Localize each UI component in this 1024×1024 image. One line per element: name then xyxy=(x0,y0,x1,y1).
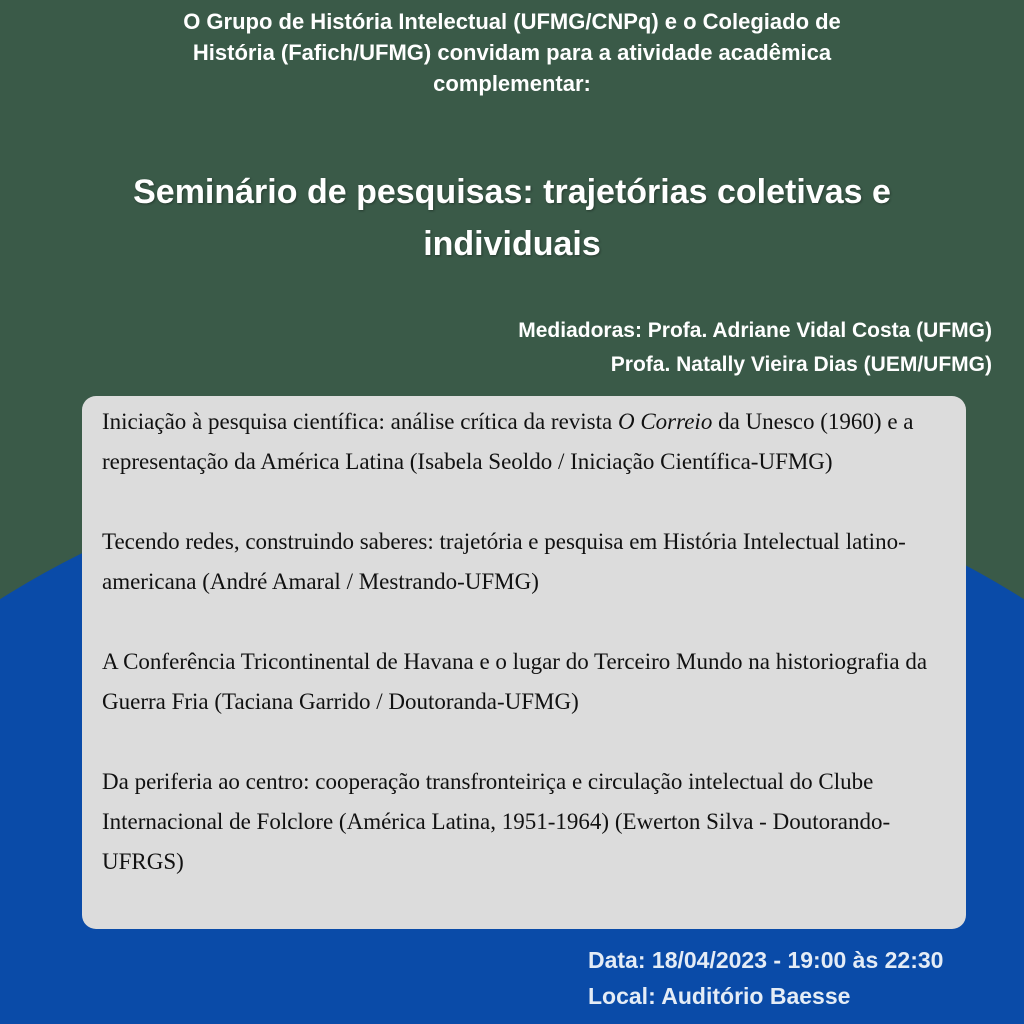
invitation-text xyxy=(40,6,984,99)
talk-text: A Conferência Tricontinental de Havana e o lugar do Terceiro Mundo na historiografia da Guerra Fria (Taciana Garrido / Doutoranda-UFMG) xyxy=(102,649,928,714)
talk-item xyxy=(102,762,946,882)
talk-item xyxy=(102,522,946,602)
talk-text: da Unesco (1960) e a representação da América Latina (Isabela Seoldo / Iniciação Científica-UFMG) xyxy=(102,409,914,474)
talk-text: Tecendo redes, construindo saberes: trajetória e pesquisa em História Intelectual latino-americana (André Amaral / Mestrando-UFMG) xyxy=(102,529,906,594)
event-details xyxy=(588,942,943,1014)
mediator-line: Profa. Natally Vieira Dias (UEM/UFMG) xyxy=(610,353,992,376)
invitation-line: História (Fafich/UFMG) convidam para a atividade acadêmica xyxy=(192,40,832,65)
event-date: Data: 18/04/2023 - 19:00 às 22:30 xyxy=(588,947,944,973)
event-title xyxy=(20,166,1004,270)
talk-item xyxy=(102,402,946,482)
mediator-line: Mediadoras: Profa. Adriane Vidal Costa (UFMG) xyxy=(518,319,992,342)
event-location: Local: Auditório Baesse xyxy=(588,983,851,1009)
talk-text: Da periferia ao centro: cooperação transfronteiriça e circulação intelectual do Clube Internacional de Folclore (América Latina, 1951-1964) (Ewerton Silva - Doutorando-UFRGS) xyxy=(102,769,891,874)
invitation-line: complementar: xyxy=(433,71,591,96)
talk-text: Iniciação à pesquisa científica: análise crítica da revista xyxy=(102,409,618,434)
invitation-line: O Grupo de História Intelectual (UFMG/CNPq) e o Colegiado de xyxy=(183,9,841,34)
title-line: individuais xyxy=(423,225,601,263)
talk-italic-text: O Correio xyxy=(617,409,713,434)
title-line: Seminário de pesquisas: trajetórias coletivas e xyxy=(133,173,891,211)
mediators-block xyxy=(518,314,992,382)
talks-panel xyxy=(82,396,966,929)
talk-item xyxy=(102,642,946,722)
